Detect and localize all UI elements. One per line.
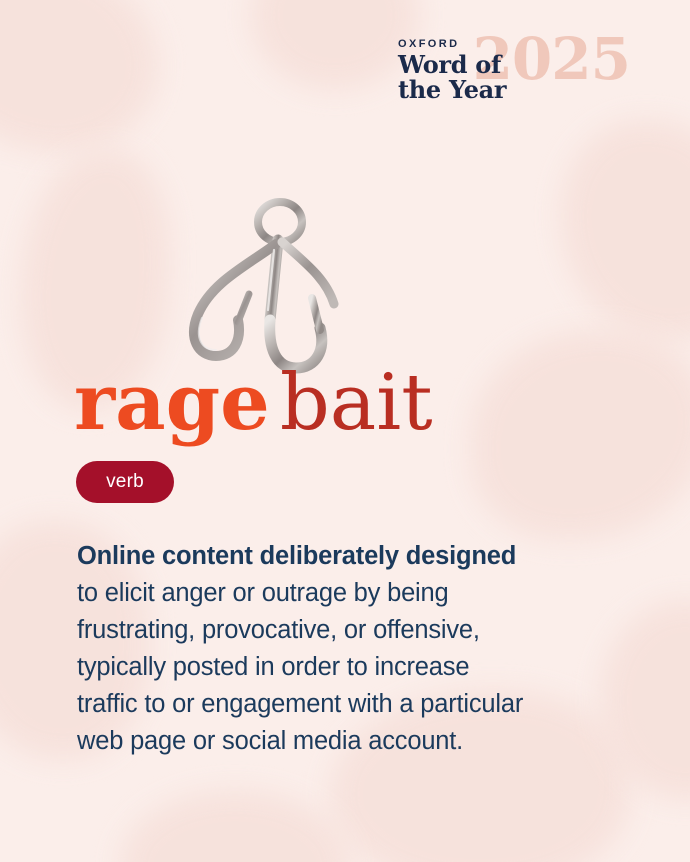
background-blotch <box>120 790 350 862</box>
word-of-the-year-title <box>398 52 506 102</box>
part-of-speech-badge: verb <box>76 461 174 503</box>
definition-line: frustrating, provocative, or offensive, <box>77 616 480 644</box>
background-blotch <box>250 0 420 90</box>
definition-line: typically posted in order to increase <box>77 653 470 681</box>
page-title <box>74 358 433 448</box>
definition-text <box>77 538 607 760</box>
headline-word-primary: rage <box>74 357 270 448</box>
definition-line: to elicit anger or outrage by being <box>77 579 449 607</box>
definition-line: Online content deliberately designed <box>77 542 517 570</box>
word-of-the-year-line-1: Word of <box>398 50 502 79</box>
definition-line: traffic to or engagement with a particular <box>77 690 524 718</box>
background-blotch <box>470 330 690 540</box>
definition-line: web page or social media account. <box>77 727 464 755</box>
background-blotch <box>560 120 690 340</box>
year-label: 2025 <box>472 25 630 93</box>
oxford-word-of-the-year-lockup <box>398 25 658 116</box>
word-of-the-year-line-2: the Year <box>398 75 507 104</box>
oxford-wordmark: OXFORD <box>398 38 460 50</box>
headline-word-secondary: bait <box>279 358 433 448</box>
